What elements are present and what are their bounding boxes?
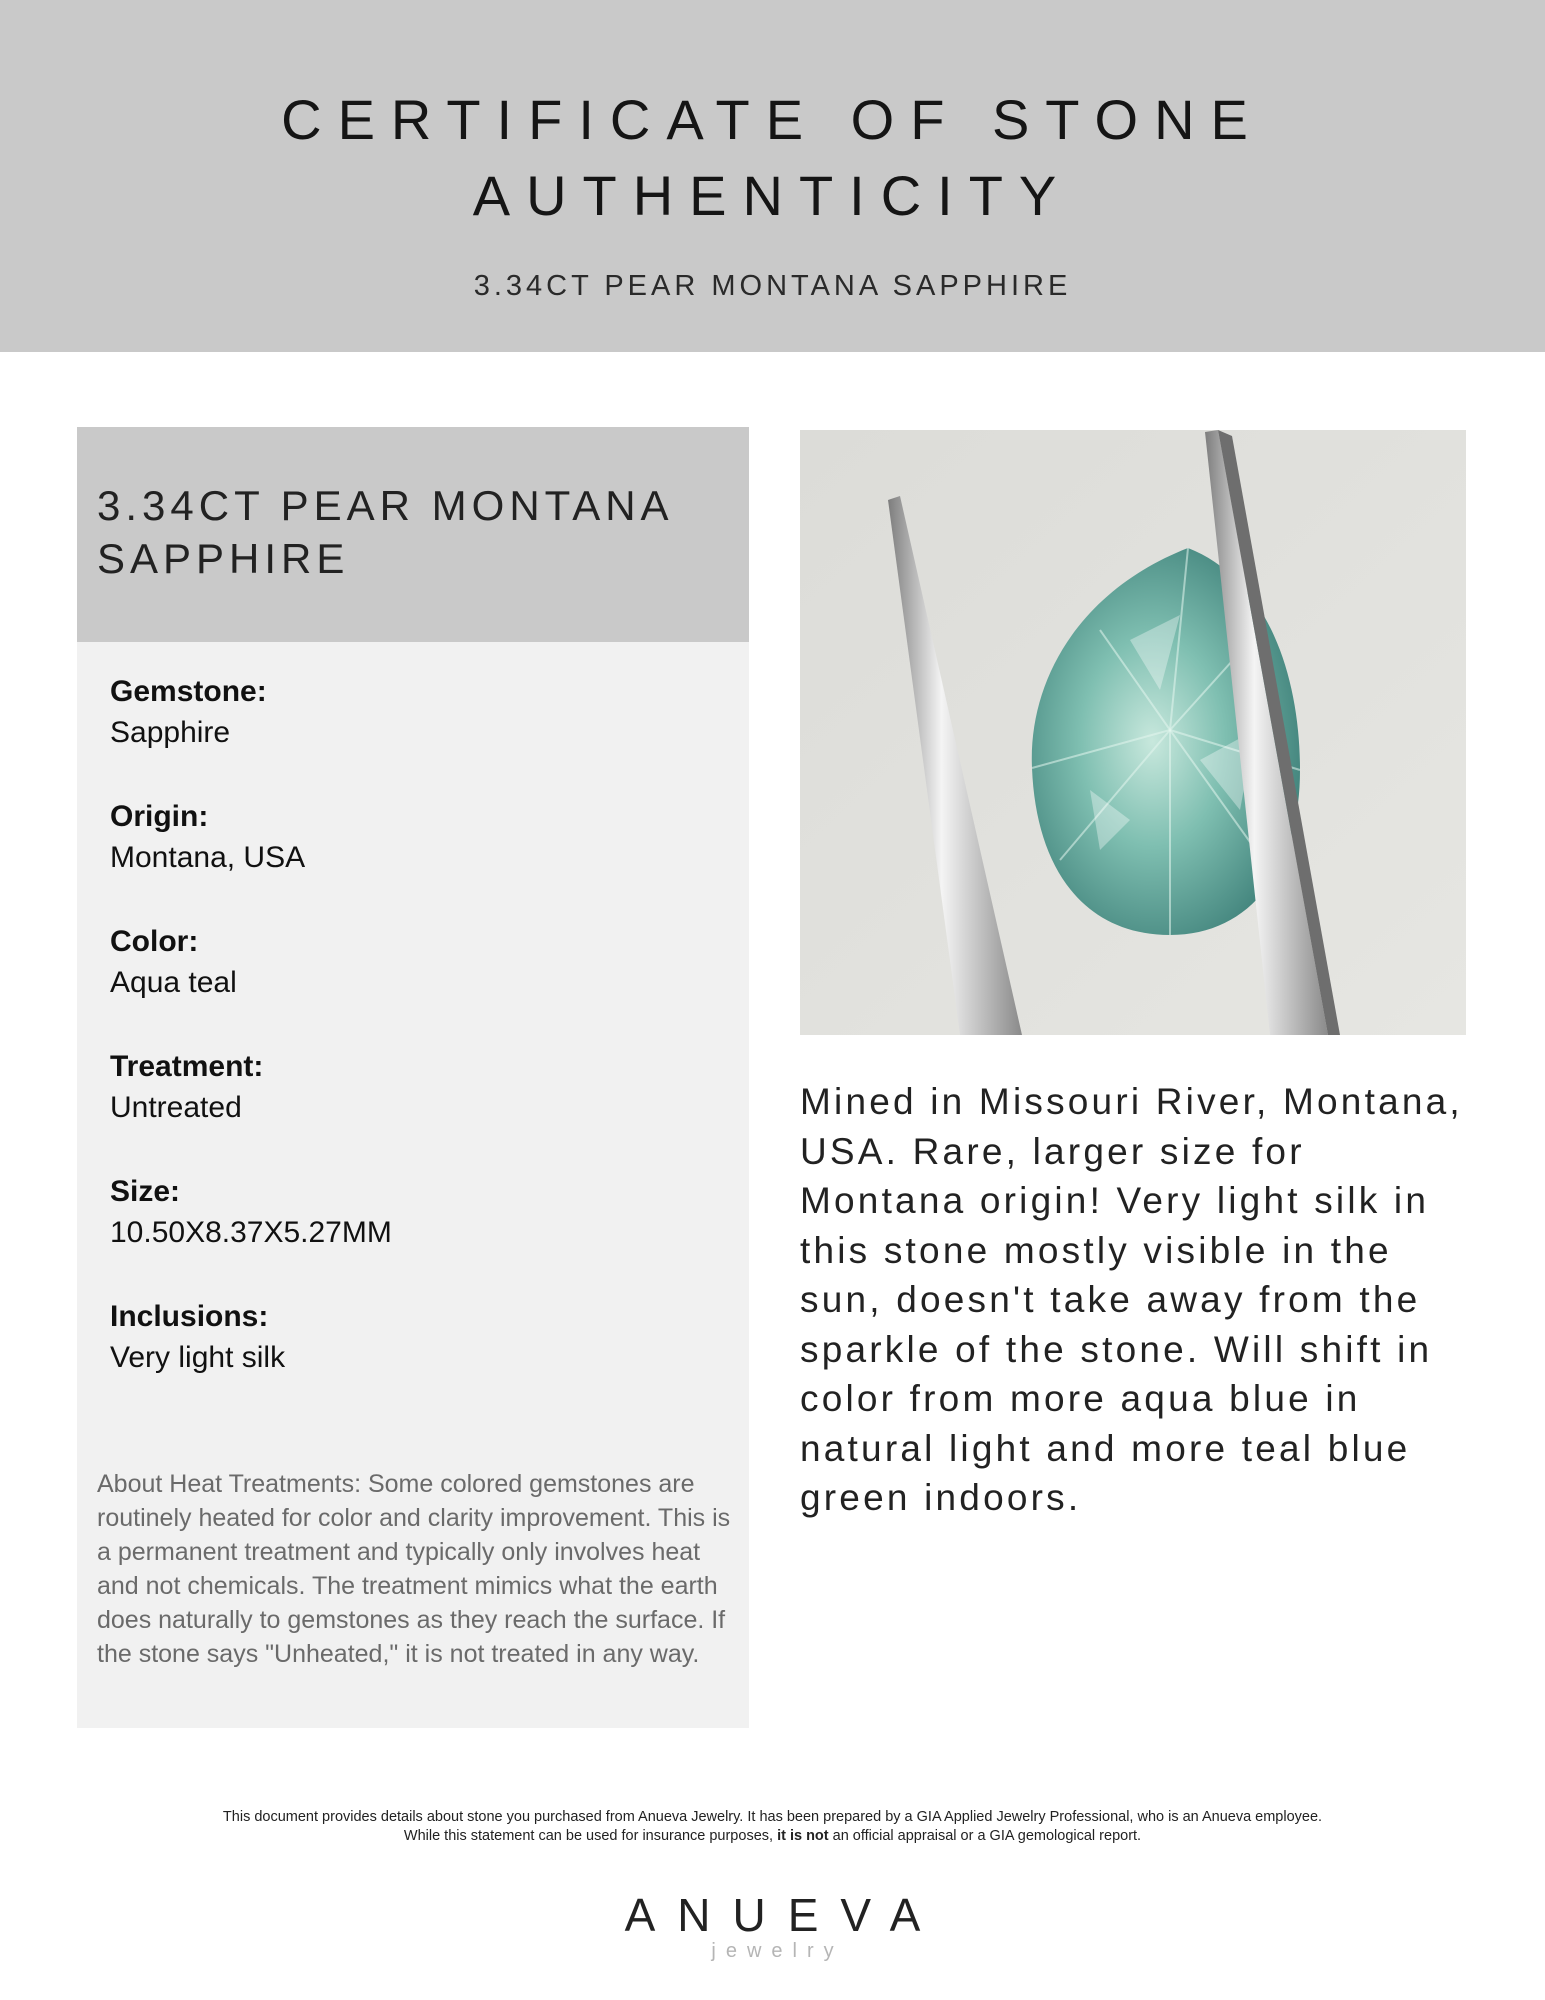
spec-label: Inclusions: [110, 1300, 269, 1333]
brand-logo-subtitle: jewelry [711, 1940, 844, 1962]
disclaimer [0, 1808, 1545, 1846]
spec-inclusions [110, 1297, 730, 1422]
certificate-header [0, 0, 1545, 352]
spec-color [110, 922, 730, 1047]
spec-value: Aqua teal [110, 966, 237, 999]
gemstone-photo [800, 430, 1466, 1035]
spec-value: Sapphire [110, 716, 231, 749]
stone-card-title: 3.34CT PEAR MONTANA SAPPHIRE [97, 482, 672, 582]
certificate-title: CERTIFICATE OF STONE AUTHENTICITY [281, 88, 1264, 227]
spec-list [110, 672, 730, 1422]
spec-value: Very light silk [110, 1341, 286, 1374]
spec-label: Color: [110, 925, 199, 958]
spec-treatment [110, 1047, 730, 1172]
stone-description: Mined in Missouri River, Montana, USA. Rare, larger size for Montana origin! Very light silk in this stone mostly visible in the sun, doesn't take away from the sparkle of the stone. Will shift in color from more aqua blue in natural light and more teal blue green indoors. [800, 1081, 1463, 1518]
disclaimer-text: While this statement can be used for insurance purposes, [403, 1828, 778, 1844]
certificate-subtitle: 3.34CT PEAR MONTANA SAPPHIRE [473, 270, 1072, 302]
heat-treatment-note: About Heat Treatments: Some colored gemstones are routinely heated for color and clarity improvement. This is a permanent treatment and typically only involves heat and not chemicals. The treatment mimics what the earth does naturally to gemstones as they reach the surface. If the stone says "Unheated," it is not treated in any way. [97, 1470, 731, 1668]
spec-size [110, 1172, 730, 1297]
spec-label: Origin: [110, 800, 209, 833]
disclaimer-line-1: This document provides details about stone you purchased from Anueva Jewelry. It has been prepared by a GIA Applied Jewelry Professional, who is an Anueva employee. [222, 1809, 1323, 1825]
spec-label: Treatment: [110, 1050, 264, 1083]
brand-logo-name: ANUEVA [624, 1889, 943, 1941]
spec-label: Gemstone: [110, 675, 267, 708]
disclaimer-line-2 [0, 1827, 1545, 1846]
spec-value: Montana, USA [110, 841, 306, 874]
stone-details-card [77, 427, 749, 1728]
sapphire-in-tweezers-image [800, 430, 1466, 1035]
spec-label: Size: [110, 1175, 181, 1208]
spec-value: 10.50X8.37X5.27MM [110, 1216, 392, 1249]
spec-origin [110, 797, 730, 922]
disclaimer-emphasis: it is not [777, 1828, 829, 1844]
disclaimer-text: an official appraisal or a GIA gemological report. [828, 1828, 1142, 1844]
stone-card-header [77, 427, 749, 642]
spec-value: Untreated [110, 1091, 242, 1124]
spec-gemstone [110, 672, 730, 797]
